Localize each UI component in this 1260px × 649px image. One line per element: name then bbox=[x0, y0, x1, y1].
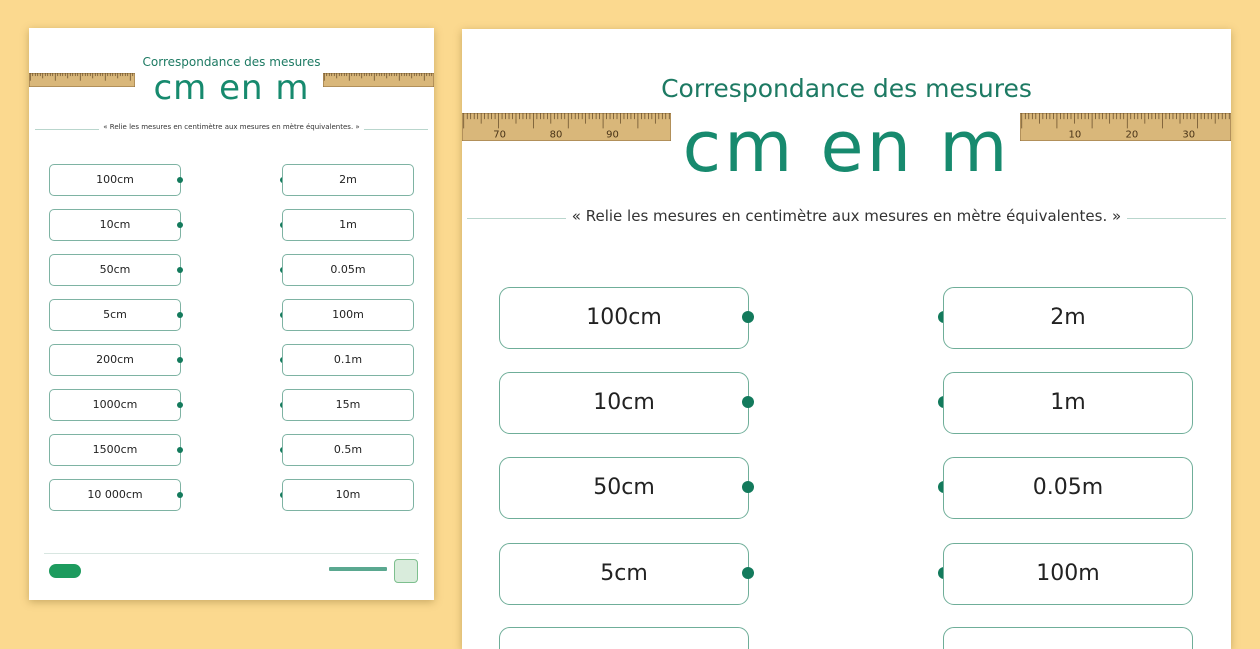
cm-box: 10 000cm bbox=[49, 479, 181, 511]
m-box: 2m bbox=[282, 164, 414, 196]
cm-box: 10cm bbox=[499, 372, 749, 434]
connector-dot[interactable] bbox=[742, 567, 754, 579]
cm-box bbox=[499, 627, 749, 649]
connector-dot[interactable] bbox=[177, 312, 183, 318]
match-row bbox=[29, 389, 434, 421]
ruler-tick-label: 20 bbox=[1125, 129, 1139, 141]
worksheet-subtitle: Correspondance des mesures bbox=[661, 74, 1032, 103]
connector-dot[interactable] bbox=[177, 177, 183, 183]
connector-dot[interactable] bbox=[177, 402, 183, 408]
cm-box: 50cm bbox=[499, 457, 749, 519]
worksheet-title: cm en m bbox=[153, 68, 310, 108]
match-row bbox=[462, 287, 1231, 351]
footer-url bbox=[329, 567, 387, 571]
ruler-tick-label: 80 bbox=[549, 129, 563, 141]
cm-box: 1000cm bbox=[49, 389, 181, 421]
connector-dot[interactable] bbox=[177, 492, 183, 498]
publisher-logo bbox=[49, 564, 81, 578]
match-row bbox=[29, 344, 434, 376]
m-box: 10m bbox=[282, 479, 414, 511]
connector-dot[interactable] bbox=[177, 357, 183, 363]
match-row bbox=[29, 299, 434, 331]
cm-box: 1500cm bbox=[49, 434, 181, 466]
match-row bbox=[462, 543, 1231, 607]
m-box bbox=[943, 627, 1193, 649]
cm-box: 5cm bbox=[499, 543, 749, 605]
match-row bbox=[462, 627, 1231, 649]
cm-box: 100cm bbox=[49, 164, 181, 196]
match-row bbox=[462, 372, 1231, 436]
connector-dot[interactable] bbox=[742, 396, 754, 408]
worksheet-title: cm en m bbox=[682, 106, 1011, 188]
match-row bbox=[29, 479, 434, 511]
m-box: 100m bbox=[282, 299, 414, 331]
ruler-tick-label: 10 bbox=[1068, 129, 1082, 141]
worksheet-thumbnail bbox=[29, 28, 434, 600]
match-row bbox=[29, 209, 434, 241]
m-box: 0.05m bbox=[282, 254, 414, 286]
ruler-tick-label: 70 bbox=[493, 129, 506, 141]
m-box: 15m bbox=[282, 389, 414, 421]
cm-box: 100cm bbox=[499, 287, 749, 349]
cm-box: 10cm bbox=[49, 209, 181, 241]
m-box: 100m bbox=[943, 543, 1193, 605]
connector-dot[interactable] bbox=[177, 222, 183, 228]
worksheet-zoomed bbox=[462, 29, 1231, 649]
match-row bbox=[29, 434, 434, 466]
match-row bbox=[29, 164, 434, 196]
badge-logo bbox=[394, 559, 418, 583]
ruler-tick-label: 90 bbox=[606, 129, 619, 141]
instruction-text: « Relie les mesures en centimètre aux mesures en mètre équivalentes. » bbox=[29, 123, 434, 131]
match-row bbox=[29, 254, 434, 286]
m-box: 1m bbox=[282, 209, 414, 241]
connector-dot[interactable] bbox=[177, 447, 183, 453]
ruler-tick-label: 30 bbox=[1182, 129, 1196, 141]
m-box: 1m bbox=[943, 372, 1193, 434]
m-box: 0.5m bbox=[282, 434, 414, 466]
m-box: 0.1m bbox=[282, 344, 414, 376]
connector-dot[interactable] bbox=[177, 267, 183, 273]
cm-box: 50cm bbox=[49, 254, 181, 286]
cm-box: 5cm bbox=[49, 299, 181, 331]
connector-dot[interactable] bbox=[742, 481, 754, 493]
connector-dot[interactable] bbox=[742, 311, 754, 323]
cm-box: 200cm bbox=[49, 344, 181, 376]
m-box: 2m bbox=[943, 287, 1193, 349]
match-row bbox=[462, 457, 1231, 521]
instruction-text: « Relie les mesures en centimètre aux mesures en mètre équivalentes. » bbox=[462, 207, 1231, 225]
m-box: 0.05m bbox=[943, 457, 1193, 519]
footer-divider bbox=[44, 553, 419, 554]
worksheet-subtitle: Correspondance des mesures bbox=[142, 55, 321, 69]
